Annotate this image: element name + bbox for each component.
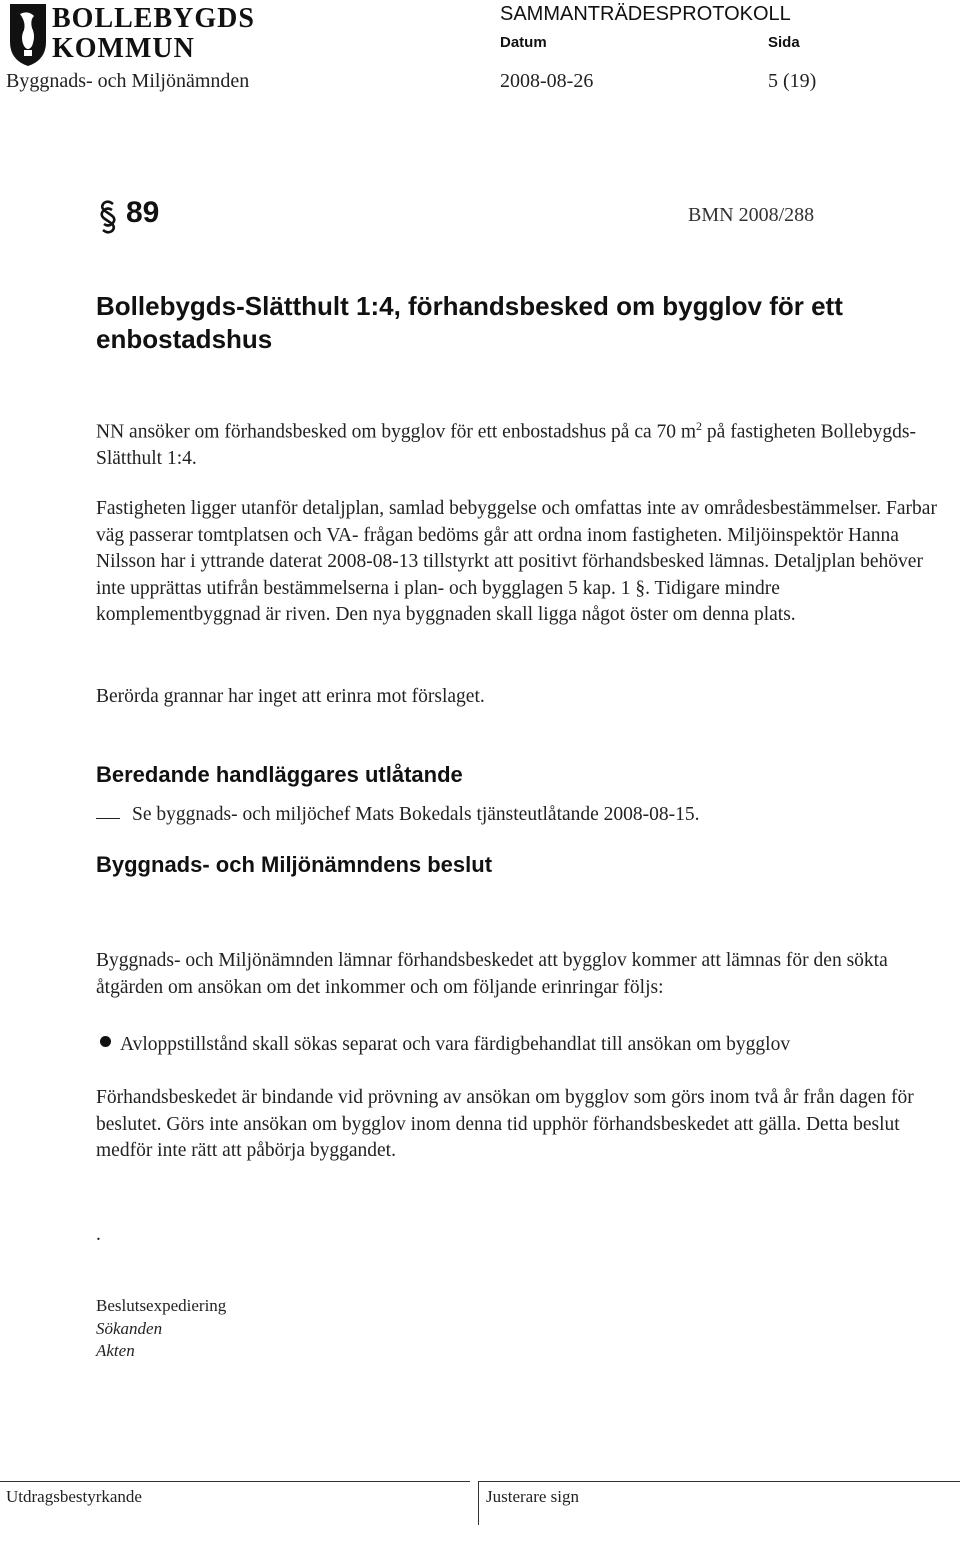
recipient-2: Akten xyxy=(96,1341,135,1360)
coat-of-arms-icon xyxy=(6,2,50,68)
date-label: Datum xyxy=(500,34,547,51)
body-paragraph-1 xyxy=(96,413,942,473)
expediering-label: Beslutsexpediering xyxy=(96,1296,227,1315)
footer-signature-label: Justerare sign xyxy=(486,1487,580,1506)
paragraph-number: 89 xyxy=(126,196,160,229)
trailing-dot: . xyxy=(96,1224,101,1245)
footer-certification-label: Utdragsbestyrkande xyxy=(6,1487,142,1506)
beslut-paragraph-2: Förhandsbeskedet är bindande vid prövning av ansökan om bygglov som görs inom två år från dagen för beslutet. Görs inte ansökan om bygglov inom denna tid upphör förhandsbeskedet att gälla. Detta beslut medför inte rätt att påbörja byggandet. xyxy=(96,1087,914,1161)
footer-divider xyxy=(478,1481,479,1525)
p1-text-b: på fastigheten Bollebygds-Slätthult 1:4. xyxy=(96,421,916,469)
paragraph-sign xyxy=(98,200,118,239)
recipient-1: Sökanden xyxy=(96,1319,163,1338)
logo-text-line1: BOLLEBYGDS xyxy=(52,3,255,34)
dash-marker xyxy=(96,818,120,819)
department-name: Byggnads- och Miljönämnden xyxy=(6,70,250,92)
page-number: 5 (19) xyxy=(768,70,817,92)
meeting-date: 2008-08-26 xyxy=(500,70,594,92)
section-title: Bollebygds-Slätthult 1:4, förhandsbesked om bygglov för ett enbostadshus xyxy=(96,291,843,354)
footer-line-right xyxy=(478,1481,960,1482)
footer-line-left xyxy=(0,1481,470,1482)
beslut-bullet-item: Avloppstillstånd skall sökas separat och vara färdigbehandlat till ansökan om bygglov xyxy=(120,1034,791,1055)
bullet-icon xyxy=(100,1036,111,1047)
logo-text-line2: KOMMUN xyxy=(52,33,195,64)
heading-beslut: Byggnads- och Miljönämndens beslut xyxy=(96,852,493,877)
body-paragraph-2: Fastigheten ligger utanför detaljplan, samlad bebyggelse och omfattas inte av områdesbestämmelser. Farbar väg passerar tomtplatsen och VA- frågan bedöms går att ordna inom fastigheten. Miljöinspektör Hanna Nilsson har i yttrande daterat 2008-08-13 tillstyrkt att positivt förhandsbesked lämnas. Detaljplan behöver inte upprättas utifrån bestämmelserna i plan- och bygglagen 5 kap. 1 §. Tidigare mindre komplementbyggnad är riven. Den nya byggnaden skall ligga något öster om denna plats. xyxy=(96,498,937,625)
municipality-logo xyxy=(6,2,255,68)
heading-beredande: Beredande handläggares utlåtande xyxy=(96,762,463,787)
beslut-paragraph-1: Byggnads- och Miljönämnden lämnar förhandsbeskedet att bygglov kommer att lämnas för den sökta åtgärden om ansökan om det inkommer och om följande erinringar följs: xyxy=(96,950,888,998)
beredande-item: Se byggnads- och miljöchef Mats Bokedals tjänsteutlåtande 2008-08-15. xyxy=(132,804,700,825)
p1-superscript: 2 xyxy=(696,419,703,433)
paragraph-sign-glyph xyxy=(98,200,118,234)
body-paragraph-3: Berörda grannar har inget att erinra mot förslaget. xyxy=(96,686,485,707)
case-reference: BMN 2008/288 xyxy=(688,204,815,226)
p1-text-a: NN ansöker om förhandsbesked om bygglov för ett enbostadshus på ca 70 m xyxy=(96,421,697,443)
page-label: Sida xyxy=(768,34,800,51)
document-type: SAMMANTRÄDESPROTOKOLL xyxy=(500,3,791,25)
